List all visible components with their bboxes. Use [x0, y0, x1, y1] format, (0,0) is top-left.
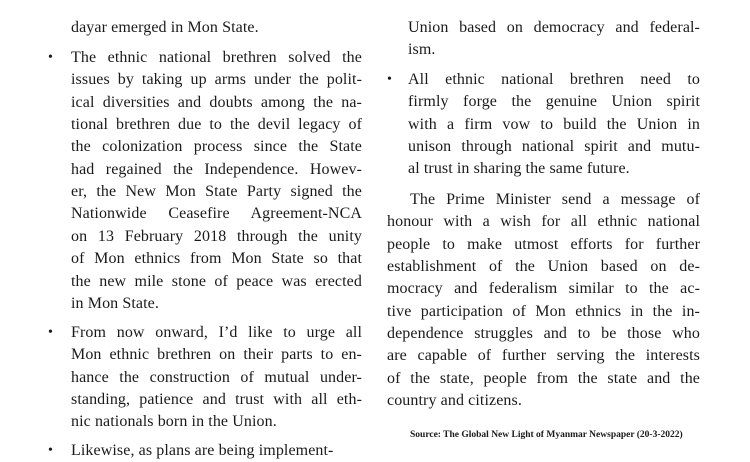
text-line: Nationwide Ceasefire Agreement-NCA	[71, 205, 362, 223]
text-line: er, the New Mon State Party signed the	[71, 183, 362, 201]
text-line: of Mon ethnics from Mon State so that	[71, 250, 362, 268]
text-line: had regained the Independence. Howev-	[71, 160, 362, 178]
text-line: ism.	[408, 41, 436, 59]
text-line: Likewise, as plans are being implement-	[71, 442, 334, 459]
paragraph-line: honour with a wish for all ethnic national	[387, 213, 700, 231]
paragraph-line: people to make utmost efforts for further	[387, 235, 700, 253]
text-line: From now onward, I’d like to urge all	[71, 324, 362, 341]
paragraph-line: are capable of further serving the interests	[387, 347, 700, 365]
paragraph-line: mocracy and federalism similar to the ac-	[387, 280, 700, 298]
paragraph-line: dependence struggles and to be those who	[387, 325, 700, 343]
bullet-marker: •	[387, 72, 392, 87]
text-line: hance the construction of mutual under-	[71, 368, 362, 386]
text-line: on 13 February 2018 through the unity	[71, 227, 362, 245]
paragraph-line: country and citizens.	[387, 392, 522, 410]
text-line: nic nationals born in the Union.	[71, 413, 277, 431]
text-line: in Mon State.	[71, 294, 159, 312]
text-line: the colonization process since the State	[71, 138, 362, 156]
text-line: unison through national spirit and mutu-	[408, 138, 700, 156]
text-line: Mon ethnic brethren on their parts to en-	[71, 346, 362, 364]
text-line: The ethnic national brethren solved the	[71, 49, 362, 66]
text-line: ical diversities and doubts among the na-	[71, 93, 362, 111]
text-line: with a firm vow to build the Union in	[408, 115, 700, 133]
source-citation: Source: The Global New Light of Myanmar Newspaper (20-3-2022)	[410, 430, 683, 440]
text-line: All ethnic national brethren need to	[408, 71, 700, 88]
bullet-marker: •	[48, 50, 53, 65]
paragraph-line: establishment of the Union based on de-	[387, 258, 700, 276]
text-line: dayar emerged in Mon State.	[71, 19, 259, 36]
text-line: issues by taking up arms under the polit-	[71, 71, 362, 89]
paragraph-line: The Prime Minister send a message of	[410, 191, 700, 208]
text-line: the new mile stone of peace was erected	[71, 272, 362, 290]
bullet-marker: •	[48, 443, 53, 458]
text-line: tional brethren due to the devil legacy of	[71, 116, 362, 134]
text-line: al trust in sharing the same future.	[408, 160, 630, 178]
text-line: Union based on democracy and federal-	[408, 19, 700, 36]
text-line: standing, patience and trust with all eth-	[71, 391, 362, 409]
paragraph-line: tive participation of Mon ethnics in the in-	[387, 302, 700, 320]
paragraph-line: of the state, people from the state and the	[387, 369, 700, 387]
text-line: firmly forge the genuine Union spirit	[408, 93, 700, 111]
bullet-marker: •	[48, 325, 53, 340]
